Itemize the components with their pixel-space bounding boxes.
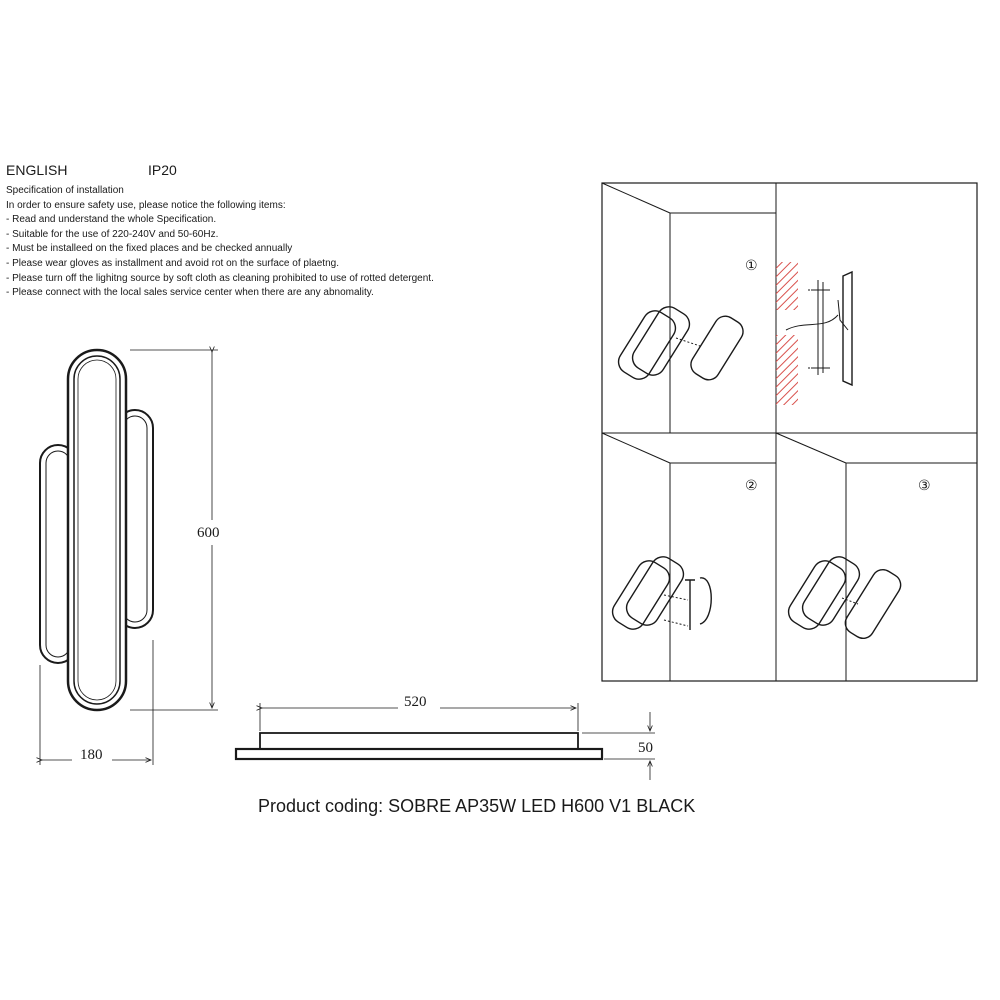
width-value: 180	[80, 747, 103, 763]
step3-panel	[776, 433, 977, 681]
spec-item: - Please wear gloves as installment and avoid rot on the surface of plaetng.	[6, 257, 339, 269]
product-coding: Product coding: SOBRE AP35W LED H600 V1 BLACK	[258, 796, 696, 816]
spec-title: Specification of installation	[6, 185, 124, 196]
step3-marker: ③	[918, 478, 931, 494]
height-value: 600	[197, 525, 220, 541]
spec-intro: In order to ensure safety use, please notice the following items:	[6, 199, 286, 211]
bracket-detail	[776, 262, 852, 405]
step2-panel	[602, 433, 776, 681]
installation-panels	[602, 183, 977, 681]
wall-hatch-upper	[776, 262, 798, 310]
spec-item: - Suitable for the use of 220-240V and 50-60Hz.	[6, 228, 219, 240]
spec-item: - Must be installeed on the fixed places and be checked annually	[6, 243, 293, 255]
spec-item: - Read and understand the whole Specification.	[6, 214, 217, 226]
spec-item: - Please connect with the local sales service center when there are any abnomality.	[6, 287, 374, 299]
step2-marker: ②	[745, 478, 758, 494]
step1-panel	[602, 183, 776, 433]
main-ring	[68, 350, 126, 710]
length-value: 520	[404, 694, 427, 710]
language-label: ENGLISH	[6, 162, 68, 178]
side-view-lamp	[236, 733, 602, 759]
step1-marker: ①	[745, 258, 758, 274]
ip-rating: IP20	[148, 162, 177, 178]
wall-hatch-lower	[776, 335, 798, 405]
depth-value: 50	[638, 740, 653, 756]
front-view-lamp	[40, 350, 153, 710]
spec-item: - Please turn off the lighitng source by soft cloth as cleaning prohibited to use of rotted detergent.	[6, 272, 434, 284]
